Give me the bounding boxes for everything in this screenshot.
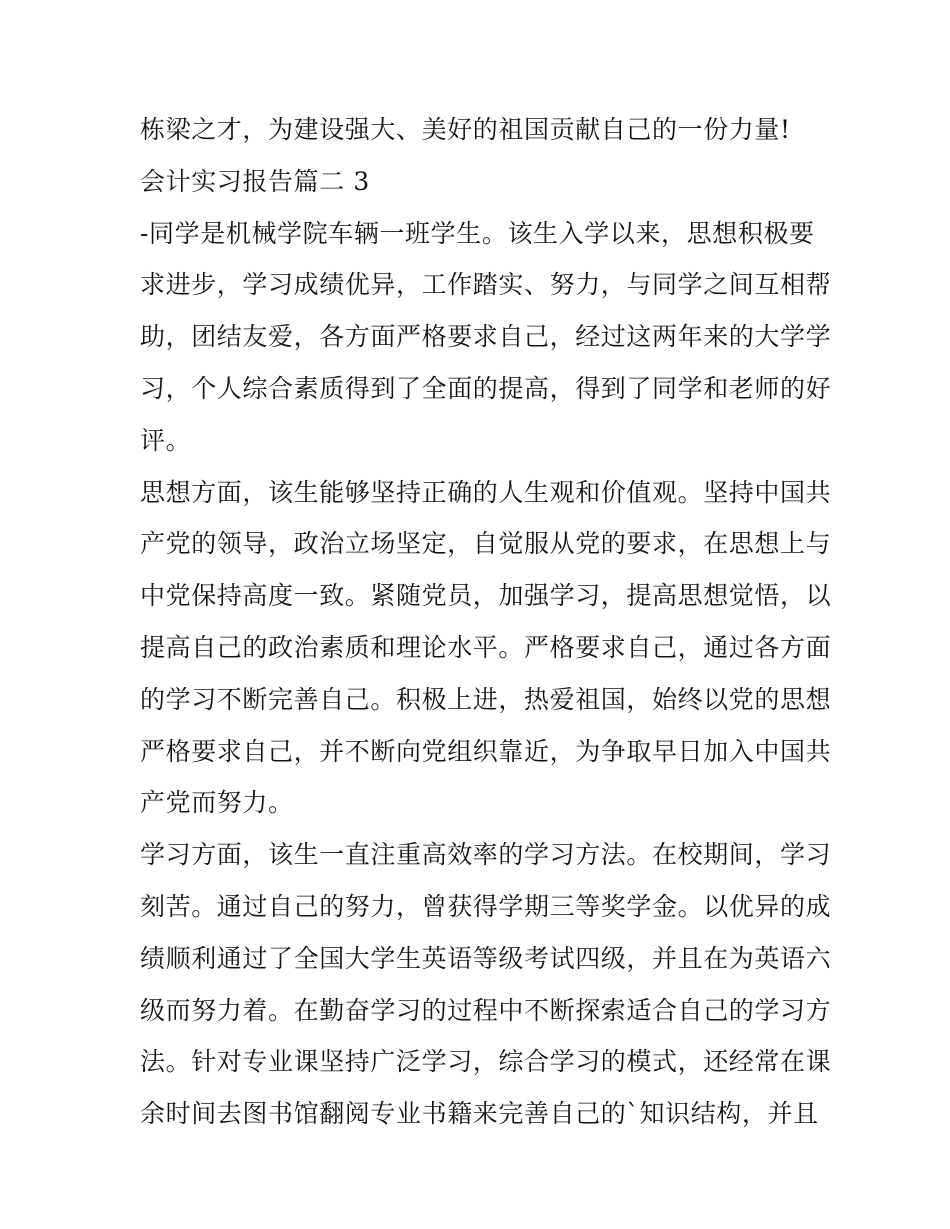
text-line: 产党而努力。 [140, 788, 294, 818]
text-line: 级而努力着。在勤奋学习的过程中不断探索适合自己的学习方 [140, 995, 832, 1025]
text-line: 评。 [140, 425, 192, 455]
text-line: 助，团结友爱，各方面严格要求自己，经过这两年来的大学学 [140, 322, 832, 352]
text-line: -同学是机械学院车辆一班学生。该生入学以来，思想积极要 [140, 218, 815, 248]
text-line: 栋梁之才，为建设强大、美好的祖国贡献自己的一份力量! [140, 115, 791, 144]
text-line: 的学习不断完善自己。积极上进，热爱祖国，始终以党的思想 [140, 684, 832, 714]
text-line: 产党的领导，政治立场坚定，自觉服从党的要求，在思想上与 [140, 529, 832, 559]
text-line: 中党保持高度一致。紧随党员，加强学习，提高思想觉悟，以 [140, 581, 832, 611]
text-line: 提高自己的政治素质和理论水平。严格要求自己，通过各方面 [140, 632, 832, 662]
text-line: 学习方面，该生一直注重高效率的学习方法。在校期间，学习 [140, 840, 832, 870]
text-line: 法。针对专业课坚持广泛学习，综合学习的模式，还经常在课 [140, 1047, 832, 1077]
text-line: 刻苦。通过自己的努力，曾获得学期三等奖学金。以优异的成 [140, 891, 832, 921]
text-line: 绩顺利通过了全国大学生英语等级考试四级，并且在为英语六 [140, 943, 832, 973]
text-line: 习，个人综合素质得到了全面的提高，得到了同学和老师的好 [140, 373, 832, 403]
text-line: 严格要求自己，并不断向党组织靠近，为争取早日加入中国共 [140, 736, 832, 766]
document-body [140, 112, 832, 1148]
section-heading: 会计实习报告篇二 3 [140, 166, 370, 196]
text-line: 求进步，学习成绩优异，工作踏实、努力，与同学之间互相帮 [140, 270, 832, 300]
text-line: 思想方面，该生能够坚持正确的人生观和价值观。坚持中国共 [140, 477, 832, 507]
text-line: 余时间去图书馆翻阅专业书籍来完善自己的`知识结构，并且 [140, 1099, 819, 1129]
